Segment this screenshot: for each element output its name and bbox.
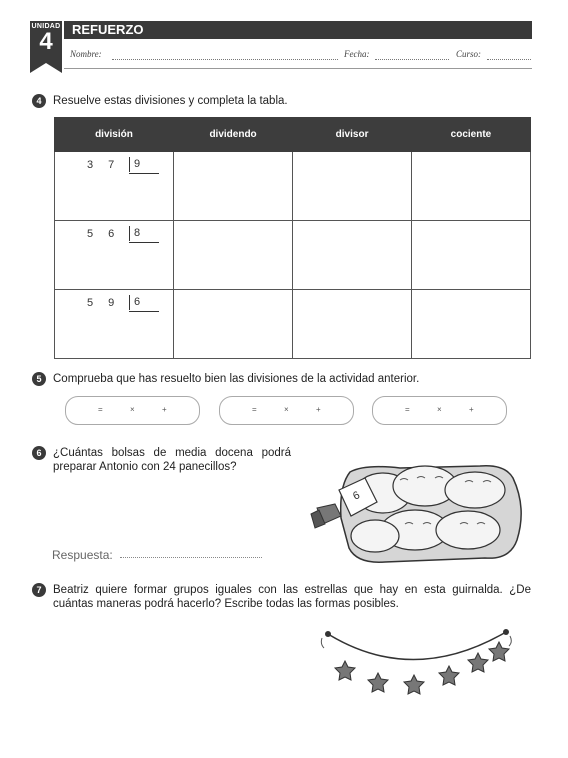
date-label: Fecha: bbox=[344, 49, 370, 59]
division-dividend: 5 9 bbox=[87, 297, 121, 309]
name-field[interactable] bbox=[112, 59, 338, 60]
dividend-cell[interactable] bbox=[173, 290, 292, 359]
exercise-6-question-line-2: preparar Antonio con 24 panecillos? bbox=[53, 461, 237, 473]
answer-label: Respuesta: bbox=[52, 548, 113, 562]
check-equation-box-2[interactable] bbox=[219, 396, 354, 425]
dividend-cell[interactable] bbox=[173, 152, 292, 221]
division-dividend: 5 6 bbox=[87, 228, 121, 240]
times-sign: × bbox=[130, 405, 135, 414]
exercise-7-question-line-1: Beatriz quiere formar grupos iguales con las estrellas que hay en esta guirnalda. ¿De bbox=[53, 584, 531, 596]
division-bracket bbox=[129, 311, 159, 312]
exercise-number-5: 5 bbox=[32, 372, 46, 386]
course-label: Curso: bbox=[456, 49, 482, 59]
col-header-quotient: cociente bbox=[411, 118, 530, 152]
name-label: Nombre: bbox=[70, 49, 102, 59]
division-bracket bbox=[129, 242, 159, 243]
plus-sign: + bbox=[162, 405, 167, 414]
col-header-division: división bbox=[55, 118, 174, 152]
unit-number: 4 bbox=[39, 28, 53, 55]
division-bracket bbox=[129, 173, 159, 174]
exercise-number-7: 7 bbox=[32, 583, 46, 597]
table-row bbox=[55, 152, 531, 221]
bag-tag-number: 6 bbox=[351, 489, 362, 503]
star-garland-illustration bbox=[318, 624, 518, 704]
col-header-divisor: divisor bbox=[293, 118, 412, 152]
exercise-4-instruction: Resuelve estas divisiones y completa la tabla. bbox=[53, 95, 288, 107]
divisor-cell[interactable] bbox=[293, 221, 412, 290]
dividend-cell[interactable] bbox=[173, 221, 292, 290]
header-rule bbox=[64, 68, 532, 69]
equals-sign: = bbox=[405, 405, 410, 414]
date-field[interactable] bbox=[375, 59, 449, 60]
division-cell[interactable] bbox=[55, 152, 174, 221]
exercise-number-4: 4 bbox=[32, 94, 46, 108]
exercise-6-question-line-1: ¿Cuántas bolsas de media docena podrá bbox=[53, 447, 291, 459]
quotient-cell[interactable] bbox=[411, 152, 530, 221]
table-row bbox=[55, 221, 531, 290]
course-field[interactable] bbox=[487, 59, 531, 60]
page-title: REFUERZO bbox=[72, 22, 144, 37]
bread-bag-illustration bbox=[305, 458, 530, 570]
division-cell[interactable] bbox=[55, 290, 174, 359]
division-divisor: 6 bbox=[129, 295, 160, 310]
equals-sign: = bbox=[98, 405, 103, 414]
check-equation-box-1[interactable] bbox=[65, 396, 200, 425]
answer-field[interactable] bbox=[120, 557, 262, 558]
table-row bbox=[55, 290, 531, 359]
plus-sign: + bbox=[469, 405, 474, 414]
division-divisor: 8 bbox=[129, 226, 160, 241]
division-cell[interactable] bbox=[55, 221, 174, 290]
divisor-cell[interactable] bbox=[293, 290, 412, 359]
quotient-cell[interactable] bbox=[411, 221, 530, 290]
times-sign: × bbox=[284, 405, 289, 414]
division-divisor: 9 bbox=[129, 157, 160, 172]
exercise-7-question-line-2: cuántas maneras podrá hacerlo? Escribe todas las formas posibles. bbox=[53, 598, 399, 610]
unit-tab bbox=[30, 21, 62, 63]
unit-label: UNIDAD bbox=[31, 23, 61, 30]
col-header-dividend: dividendo bbox=[173, 118, 292, 152]
divisor-cell[interactable] bbox=[293, 152, 412, 221]
exercise-5-instruction: Comprueba que has resuelto bien las divisiones de la actividad anterior. bbox=[53, 373, 420, 385]
times-sign: × bbox=[437, 405, 442, 414]
division-table bbox=[54, 117, 531, 359]
unit-tab-notch bbox=[30, 63, 62, 73]
check-equation-box-3[interactable] bbox=[372, 396, 507, 425]
division-dividend: 3 7 bbox=[87, 159, 121, 171]
exercise-number-6: 6 bbox=[32, 446, 46, 460]
equals-sign: = bbox=[252, 405, 257, 414]
plus-sign: + bbox=[316, 405, 321, 414]
quotient-cell[interactable] bbox=[411, 290, 530, 359]
